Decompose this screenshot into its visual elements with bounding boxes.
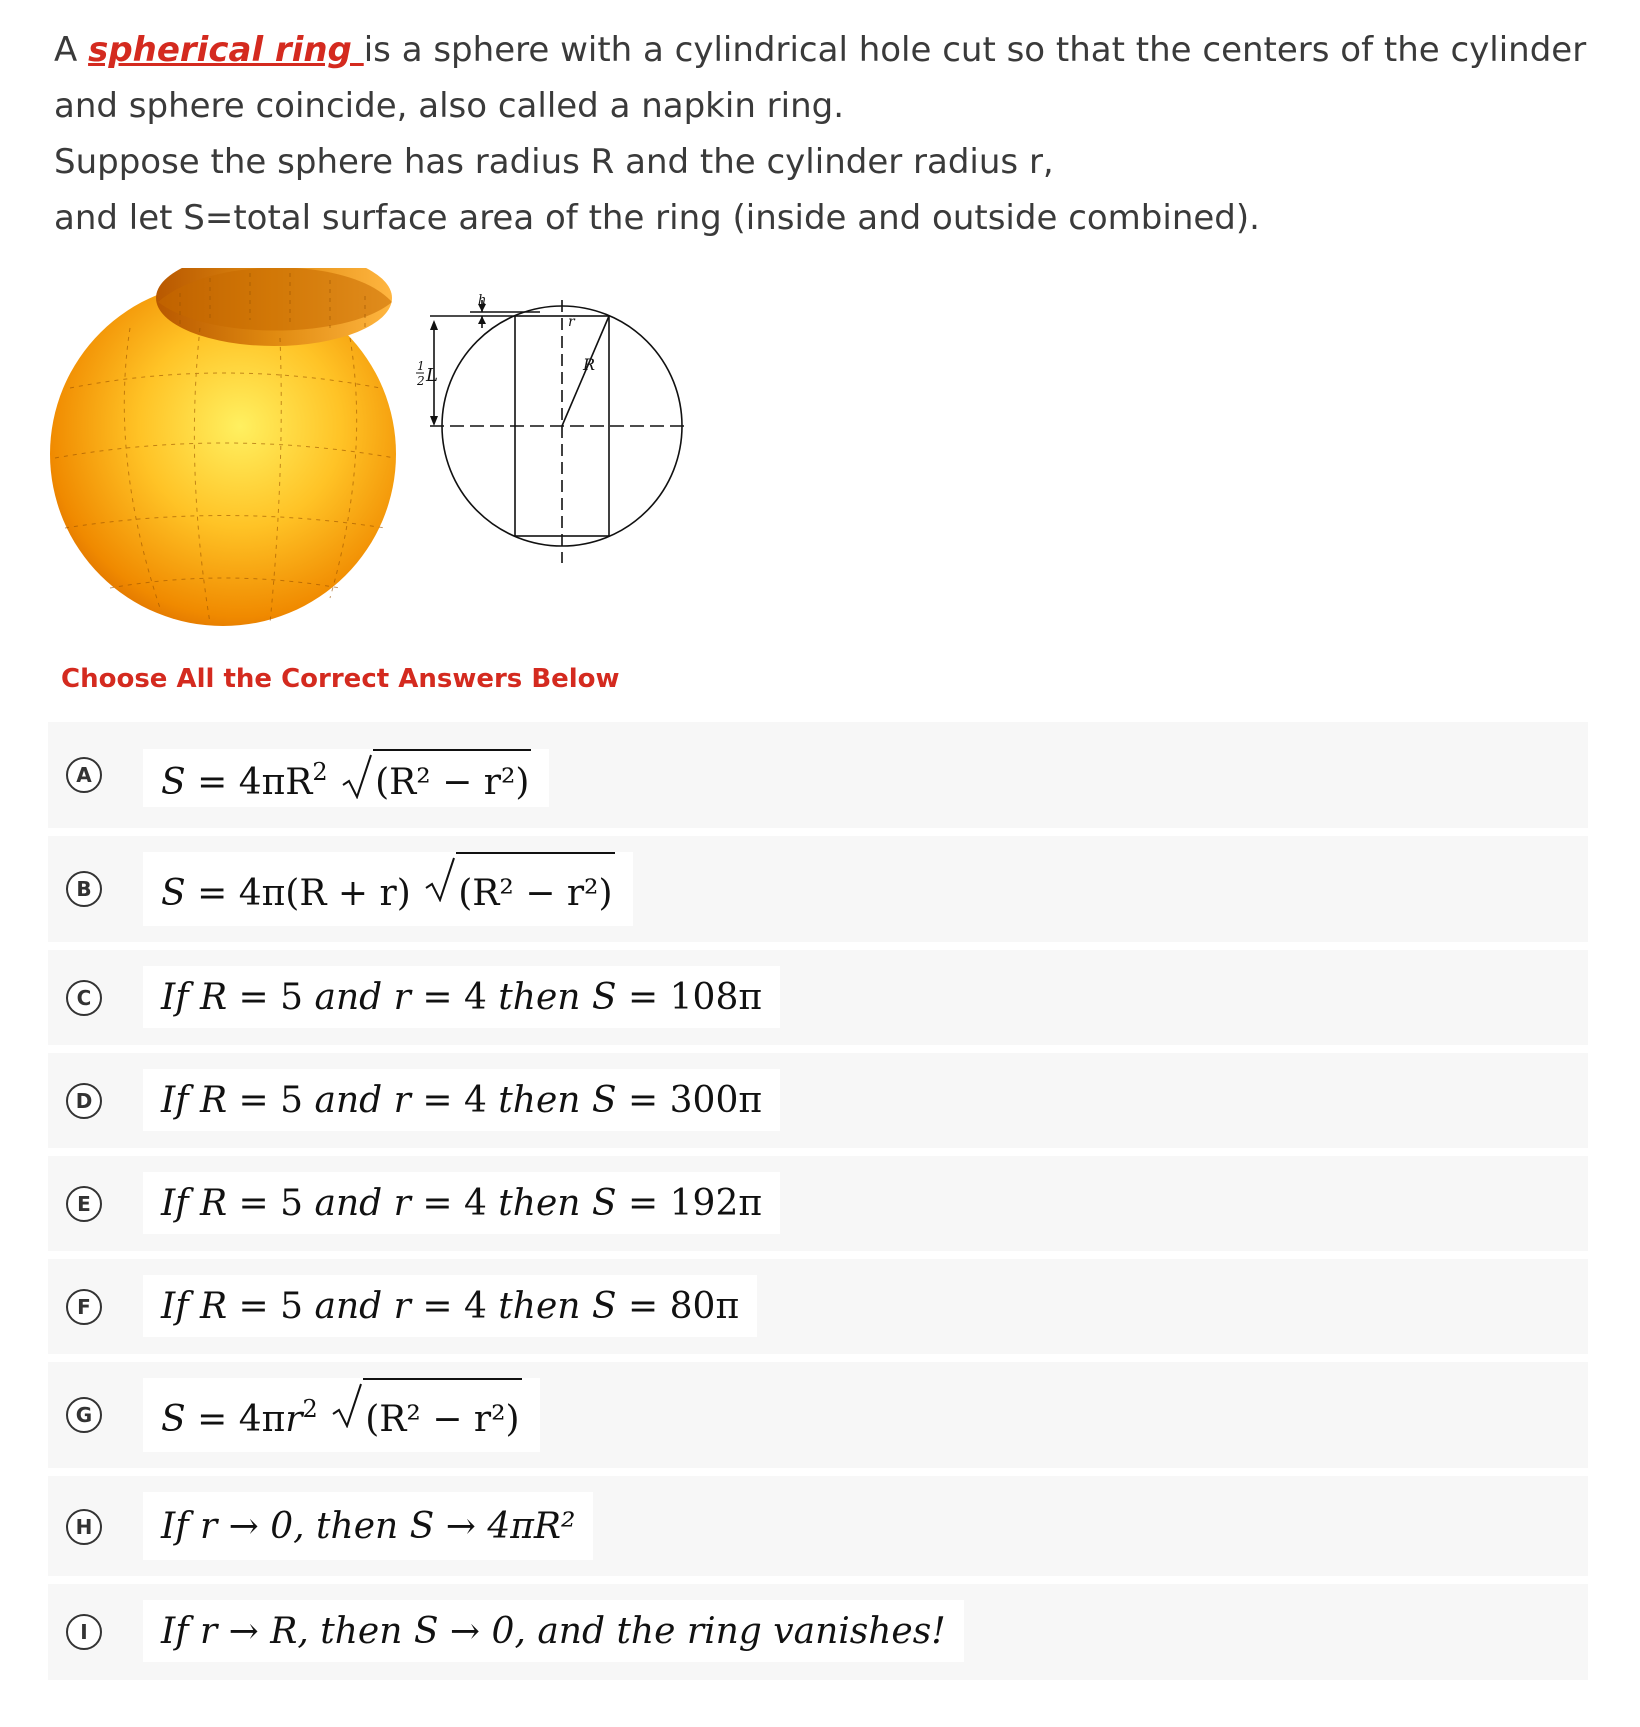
option-h[interactable] — [48, 1476, 1588, 1576]
option-i[interactable] — [48, 1584, 1588, 1680]
option-a[interactable] — [48, 722, 1588, 828]
answer-options — [48, 722, 1588, 1688]
radical-sign-icon — [339, 753, 373, 799]
sqrt: (R² − r²) — [339, 749, 531, 813]
napkin-ring-figure — [50, 268, 710, 648]
option-a-badge[interactable]: A — [66, 757, 102, 793]
option-g[interactable] — [48, 1362, 1588, 1468]
option-i-formula: If r → R, then S → 0, and the ring vanishes! — [143, 1600, 964, 1662]
question-intro — [54, 22, 1614, 246]
option-f-formula: If R = 5 and r = 4 then S = 80π — [143, 1275, 757, 1337]
option-d[interactable] — [48, 1053, 1588, 1148]
option-d-badge[interactable]: D — [66, 1083, 102, 1119]
label-h: h — [478, 293, 487, 308]
figure-svg — [50, 268, 710, 648]
option-e[interactable] — [48, 1156, 1588, 1251]
option-b[interactable] — [48, 836, 1588, 942]
option-d-formula: If R = 5 and r = 4 then S = 300π — [143, 1069, 780, 1131]
option-e-badge[interactable]: E — [66, 1186, 102, 1222]
option-h-badge[interactable]: H — [66, 1509, 102, 1545]
sqrt: (R² − r²) — [329, 1378, 521, 1458]
option-b-badge[interactable]: B — [66, 871, 102, 907]
radical-sign-icon — [329, 1382, 363, 1428]
label-half-numerator: 1 — [417, 359, 425, 373]
option-g-formula: $S = 4\pi r^2$ (R² − r²) — [143, 1378, 540, 1452]
option-c[interactable] — [48, 950, 1588, 1045]
label-R: R — [583, 355, 596, 374]
label-r: r — [568, 314, 575, 330]
spherical-ring-link[interactable]: spherical ring — [88, 30, 364, 70]
option-c-badge[interactable]: C — [66, 980, 102, 1016]
option-g-badge[interactable]: G — [66, 1397, 102, 1433]
intro-line-2: Suppose the sphere has radius R and the cylinder radius r, — [54, 142, 1054, 182]
option-b-formula: S = 4π(R + r) (R² − r²) — [143, 852, 633, 926]
option-a-formula: $S = 4\pi R^2$ (R² − r²) — [143, 749, 549, 807]
option-f-badge[interactable]: F — [66, 1289, 102, 1325]
label-half-denominator: 2 — [417, 374, 425, 388]
option-i-badge[interactable]: I — [66, 1614, 102, 1650]
option-h-formula: If r → 0, then S → 4πR² — [143, 1492, 593, 1560]
cross-section-diagram — [430, 300, 690, 563]
label-L: L — [426, 365, 438, 386]
option-f[interactable] — [48, 1259, 1588, 1354]
radical-sign-icon — [422, 856, 456, 902]
intro-line-1: A spherical ring is a sphere with a cylindrical hole cut so that the centers of the cylinder and sphere coincide, also called a napkin ring. — [54, 30, 1587, 126]
option-e-formula: If R = 5 and r = 4 then S = 192π — [143, 1172, 780, 1234]
sqrt: (R² − r²) — [422, 852, 614, 932]
choose-prompt: Choose All the Correct Answers Below — [61, 664, 620, 694]
option-c-formula: If R = 5 and r = 4 then S = 108π — [143, 966, 780, 1028]
napkin-ring-render — [50, 268, 396, 626]
intro-line-3: and let S=total surface area of the ring (inside and outside combined). — [54, 198, 1260, 238]
